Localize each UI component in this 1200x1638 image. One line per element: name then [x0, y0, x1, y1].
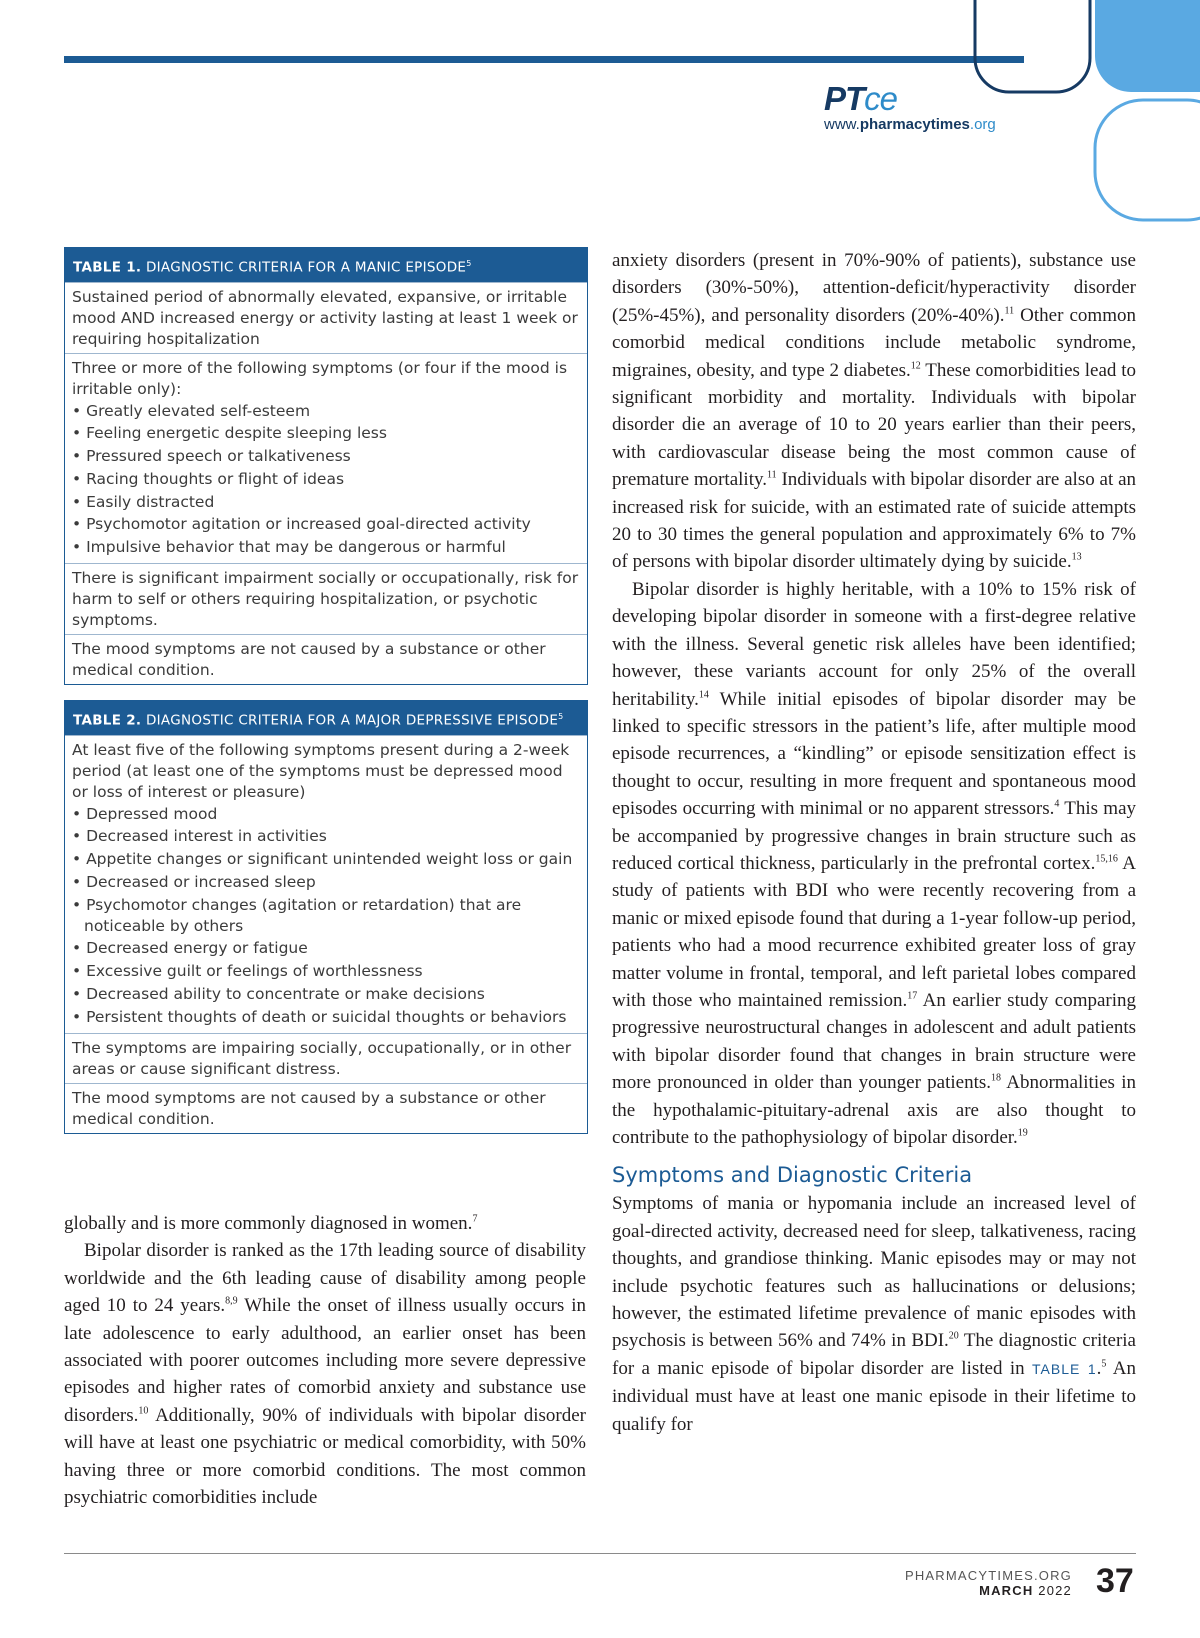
- table-1-manic-criteria: [64, 247, 588, 685]
- left-column-text: [64, 1210, 586, 1511]
- list-item: • Psychomotor changes (agitation or retardation) that are noticeable by others: [72, 895, 579, 937]
- list-item: • Decreased or increased sleep: [72, 872, 579, 893]
- list-item: • Decreased ability to concentrate or make decisions: [72, 984, 579, 1005]
- paragraph: anxiety disorders (present in 70%-90% of patients), substance use disorders (30%-50%), attention-deficit/hyperactivity disorder (25%-45%), and personality disorders (20%-40%).$^{11}$ Other common comorbid medical conditions include metabolic syndrome, migraines, obesity, and type 2 diabetes.$^{12}$ These comorbidities lead to significant morbidity and mortality. Individuals with bipolar disorder die an average of 10 to 20 years earlier than their peers, with cardiovascular disease being the most common cause of premature mortality.$^{11}$ Individuals with bipolar disorder are also at an increased risk for suicide, with an estimated rate of suicide attempts 20 to 30 times the general population and approximately 6% to 7% of persons with bipolar disorder ultimately dying by suicide.$^{13}$: [612, 250, 1137, 573]
- list-item: • Decreased interest in activities: [72, 826, 579, 847]
- list-item: • Excessive guilt or feelings of worthlessness: [72, 961, 579, 982]
- ptce-logo-mark: PTce: [824, 80, 898, 117]
- table-2-header: TABLE 2. DIAGNOSTIC CRITERIA FOR A MAJOR DEPRESSIVE EPISODE$^5$: [65, 701, 587, 735]
- table-1-row: There is significant impairment socially or occupationally, risk for harm to self or others requiring hospitalization, or psychotic symptoms.: [65, 563, 587, 634]
- list-item: • Feeling energetic despite sleeping less: [72, 423, 579, 444]
- footer-rule: [64, 1553, 1136, 1554]
- right-column-text: [612, 247, 1136, 1438]
- paragraph: Bipolar disorder is ranked as the 17th leading source of disability worldwide and the 6th leading cause of disability among people aged 10 to 24 years.$^{8,9}$ While the onset of illness usually occurs in late adolescence to early adulthood, an earlier onset has been associated with poorer outcomes including more severe depressive episodes and higher rates of comorbid anxiety and substance use disorders.$^{10}$ Additionally, 90% of individuals with bipolar disorder will have at least one psychiatric or medical comorbidity, with 50% having three or more comorbid conditions. The most common psychiatric comorbidities include: [64, 1240, 586, 1509]
- table-1-row: Sustained period of abnormally elevated, expansive, or irritable mood AND increased energy or activity lasting at least 1 week or requiring hospitalization: [65, 282, 587, 353]
- header-rule: [64, 56, 1024, 63]
- list-item: • Pressured speech or talkativeness: [72, 446, 579, 467]
- table-2-row: At least five of the following symptoms present during a 2-week period (at least one of the symptoms must be depressed mood or loss of interest or pleasure) • Depressed mood • Decreased interest in activities • Appetite changes or significant unintended weight loss or gain • Decreased or increased sleep • Psychomotor changes (agitation or retardation) that are noticeable by others • Decreased energy or fatigue • Excessive guilt or feelings of worthlessness • Decreased ability to concentrate or make decisions • Persistent thoughts of death or suicidal thoughts or behaviors: [65, 735, 587, 1033]
- page-number: 37: [1096, 1562, 1134, 1600]
- pharmacytimes-logo[interactable]: [824, 80, 1044, 140]
- list-item: • Easily distracted: [72, 492, 579, 513]
- table-1-reference-link[interactable]: TABLE 1: [1032, 1360, 1097, 1377]
- table-1-row: The mood symptoms are not caused by a substance or other medical condition.: [65, 634, 587, 684]
- list-item: • Greatly elevated self-esteem: [72, 401, 579, 422]
- section-heading: Symptoms and Diagnostic Criteria: [612, 1163, 973, 1188]
- symptom-list: [72, 401, 579, 559]
- table-2-row: The mood symptoms are not caused by a substance or other medical condition.: [65, 1083, 587, 1133]
- symptom-list: [72, 804, 579, 1028]
- list-item: • Persistent thoughts of death or suicidal thoughts or behaviors: [72, 1007, 579, 1028]
- site-url: www.pharmacytimes.org: [824, 116, 996, 133]
- paragraph: Symptoms of mania or hypomania include an increased level of goal-directed activity, decreased need for sleep, talkativeness, racing thoughts, and grandiose thinking. Manic episodes may or may not include psychotic features such as hallucinations or delusions; however, the estimated lifetime prevalence of manic episodes with psychosis is between 56% and 74% in BDI.$^{20}$ The diagnostic criteria for a manic episode of bipolar disorder are listed in TABLE 1.$^5$ An individual must have at least one manic episode in their lifetime to qualify for: [612, 1193, 1136, 1435]
- list-item: • Depressed mood: [72, 804, 579, 825]
- paragraph: Bipolar disorder is highly heritable, with a 10% to 15% risk of developing bipolar disorder in someone with a first-degree relative with the illness. Several genetic risk alleles have been identified; however, these variants account for only 25% of the overall heritability.$^{14}$ While initial episodes of bipolar disorder may be linked to specific stressors in the patient’s life, after multiple mood episode recurrences, a “kindling” or episode sensitization effect is thought to occur, resulting in more frequent and spontaneous mood episodes occurring with minimal or no apparent stressors.$^4$ This may be accompanied by progressive changes in brain structure such as reduced cortical thickness, particularly in the prefrontal cortex.$^{15,16}$ A study of patients with BDI who were recently recovering from a manic or mixed episode found that during a 1-year follow-up period, patients who had a mood recurrence exhibited greater loss of gray matter volume in frontal, temporal, and left parietal lobes compared with those who maintained remission.$^{17}$ An earlier study comparing progressive neurostructural changes in adolescent and adult patients with bipolar disorder found that changes in brain structure were more pronounced in older than younger patients.$^{18}$ Abnormalities in the hypothalamic-pituitary-adrenal axis are also thought to contribute to the pathophysiology of bipolar disorder.$^{19}$: [612, 578, 1137, 1148]
- paragraph: globally and is more commonly diagnosed in women.$^7$: [64, 1213, 478, 1234]
- table-1-header: TABLE 1. DIAGNOSTIC CRITERIA FOR A MANIC EPISODE$^5$: [65, 248, 587, 282]
- table-1-row: Three or more of the following symptoms (or four if the mood is irritable only): • Greatly elevated self-esteem • Feeling energetic despite sleeping less • Pressured speech or talkativeness • Racing thoughts or flight of ideas • Easily distracted • Psychomotor agitation or increased goal-directed activity • Impulsive behavior that may be dangerous or harmful: [65, 353, 587, 564]
- footer-date: MARCH 2022: [979, 1583, 1072, 1598]
- footer-info: [905, 1568, 1072, 1598]
- list-item: • Decreased energy or fatigue: [72, 938, 579, 959]
- list-item: • Impulsive behavior that may be dangerous or harmful: [72, 537, 579, 558]
- footer-site: PHARMACYTIMES.ORG: [904, 1568, 1072, 1583]
- list-item: • Psychomotor agitation or increased goal-directed activity: [72, 514, 579, 535]
- list-item: • Racing thoughts or flight of ideas: [72, 469, 579, 490]
- list-item: • Appetite changes or significant unintended weight loss or gain: [72, 849, 579, 870]
- table-2-depressive-criteria: [64, 700, 588, 1134]
- table-2-row: The symptoms are impairing socially, occupationally, or in other areas or cause significant distress.: [65, 1033, 587, 1083]
